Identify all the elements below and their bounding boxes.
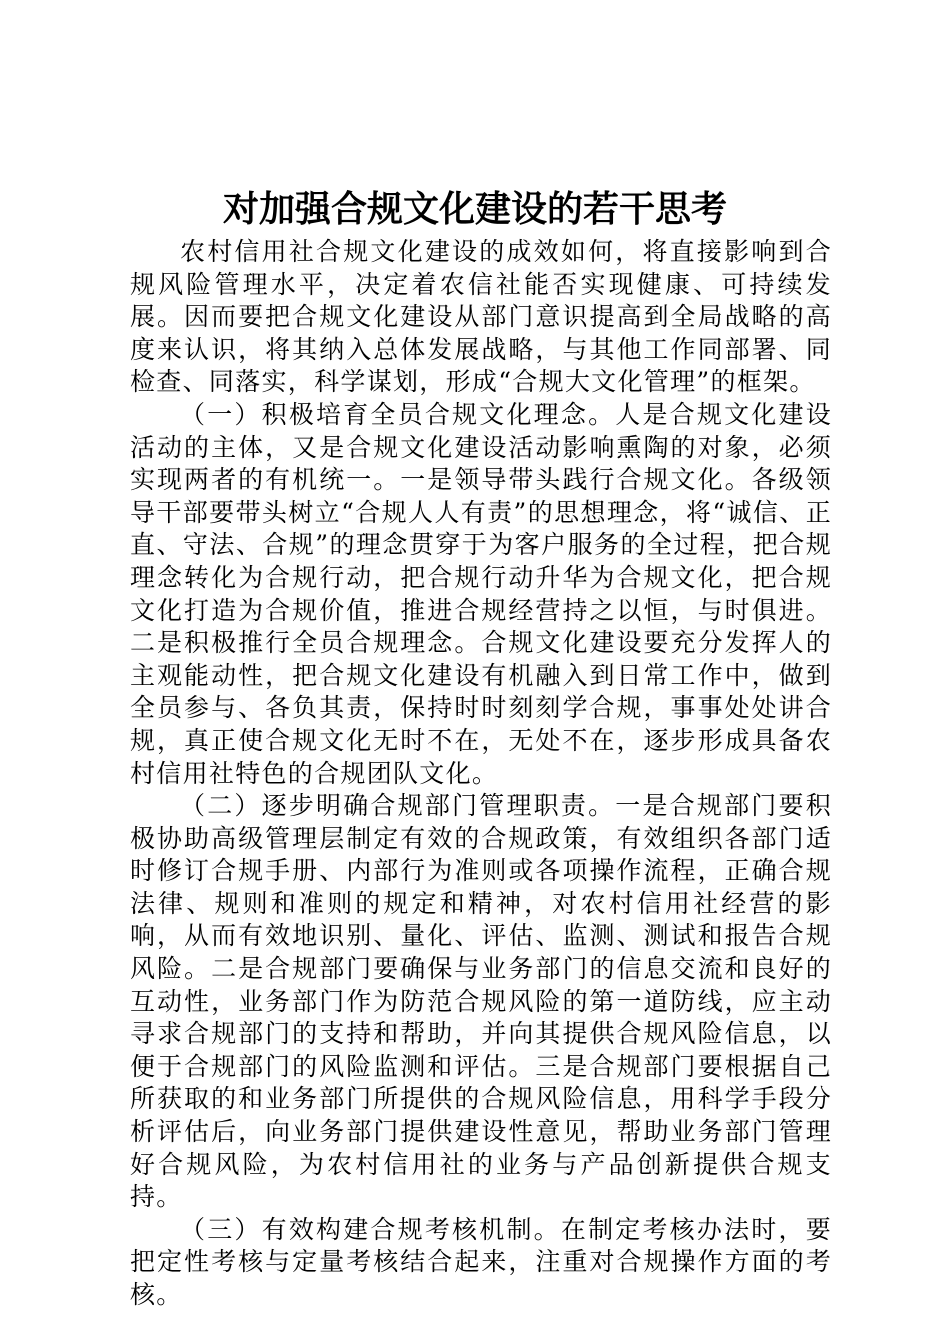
document-title: 对加强合规文化建设的若干思考 bbox=[222, 189, 727, 230]
paragraph-intro: 农村信用社合规文化建设的成效如何，将直接影响到合规风险管理水平，决定着农信社能否实现健康、可持续发展。因而要把合规文化建设从部门意识提高到全局战略的高度来认识，将其纳入总体发展战略，与其他工作同部署、同检查、同落实，科学谋划，形成“合规大文化管理”的框架。 bbox=[130, 237, 832, 397]
document-body bbox=[130, 236, 832, 1312]
paragraph-section-2: （二）逐步明确合规部门管理职责。一是合规部门要积极协助高级管理层制定有效的合规政策，有效组织各部门适时修订合规手册、内部行为准则或各项操作流程，正确合规法律、规则和准则的规定和精神，对农村信用社经营的影响，从而有效地识别、量化、评估、监测、测试和报告合规风险。二是合规部门要确保与业务部门的信息交流和良好的互动性，业务部门作为防范合规风险的第一道防线，应主动寻求合规部门的支持和帮助，并向其提供合规风险信息，以便于合规部门的风险监测和评估。三是合规部门要根据自己所获取的和业务部门所提供的合规风险信息，用科学手段分析评估后，向业务部门提供建设性意见，帮助业务部门管理好合规风险，为农村信用社的业务与产品创新提供合规支持。 bbox=[130, 791, 832, 1212]
paragraph-section-3: （三）有效构建合规考核机制。在制定考核办法时，要把定性考核与定量考核结合起来，注重对合规操作方面的考核。 bbox=[130, 1214, 832, 1309]
paragraph-section-1: （一）积极培育全员合规文化理念。人是合规文化建设活动的主体，又是合规文化建设活动影响熏陶的对象，必须实现两者的有机统一。一是领导带头践行合规文化。各级领导干部要带头树立“合规人人有责”的思想理念，将“诚信、正直、守法、合规”的理念贯穿于为客户服务的全过程，把合规理念转化为合规行动，把合规行动升华为合规文化，把合规文化打造为合规价值，推进合规经营持之以恒，与时俱进。二是积极推行全员合规理念。合规文化建设要充分发挥人的主观能动性，把合规文化建设有机融入到日常工作中，做到全员参与、各负其责，保持时时刻刻学合规，事事处处讲合规，真正使合规文化无时不在，无处不在，逐步形成具备农村信用社特色的合规团队文化。 bbox=[130, 399, 832, 788]
